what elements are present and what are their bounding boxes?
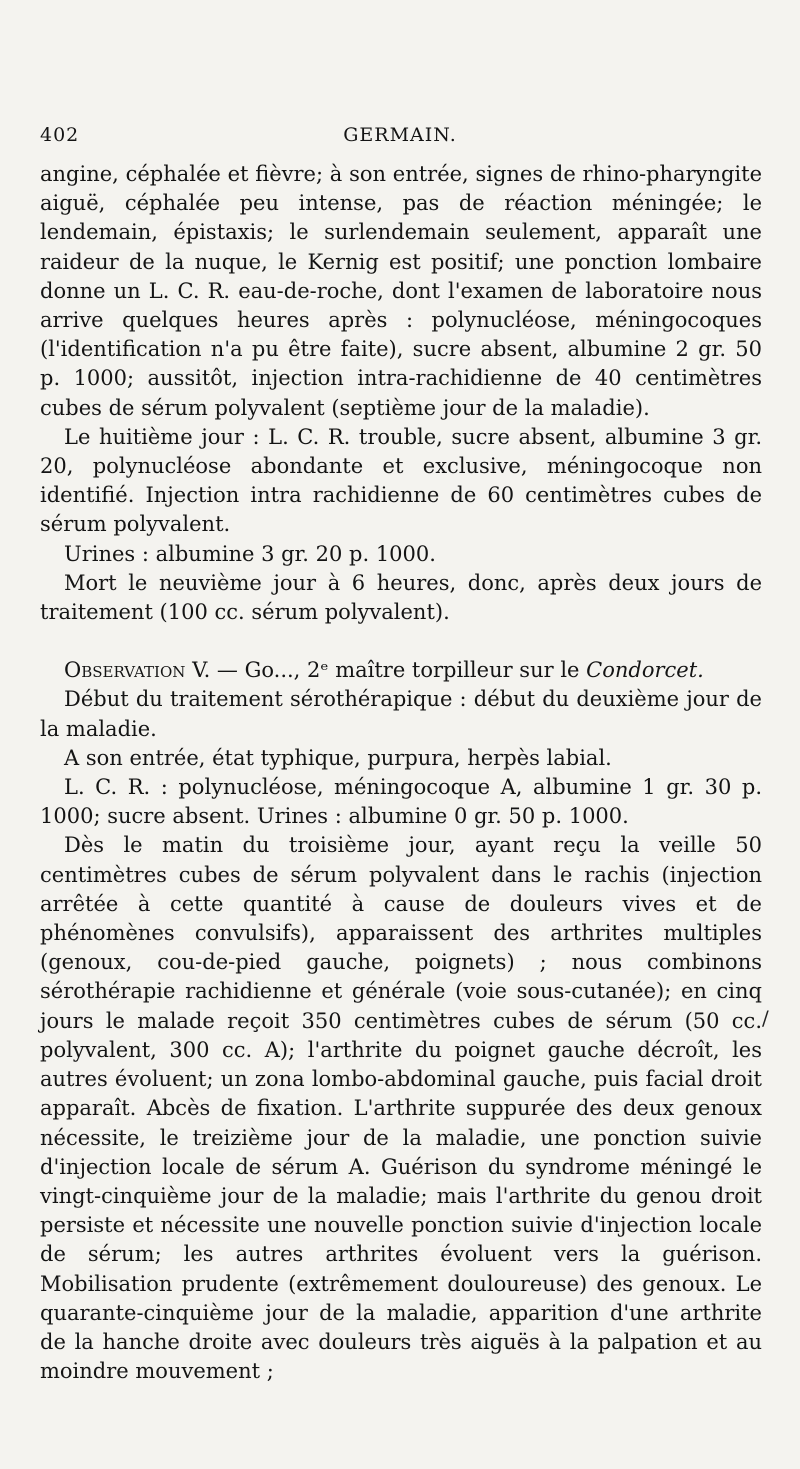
section-spacer xyxy=(40,627,762,656)
paragraph: L. C. R. : polynucléose, méningocoque A, albumine 1 gr. 30 p. 1000; sucre absent. Urines : albumine 0 gr. 50 p. 1000. xyxy=(40,775,762,829)
paragraph-continued: angine, céphalée et fièvre; à son entrée, signes de rhino-pharyngite aiguë, céphalée peu intense, pas de réaction méningée; le lendemain, épistaxis; le surlendemain seulement, apparaît une raideur de la nuque, le Kernig est positif; une ponction lombaire donne un L. C. R. eau-de-roche, dont l'examen de laboratoire nous arrive quelques heures après : polynucléose, méningocoques (l'identification n'a pu être faite), sucre absent, albumine 2 gr. 50 p. 1000; aussitôt, injection intra-rachidienne de 40 centimètres cubes de sérum polyvalent (septième jour de la maladie). xyxy=(40,162,762,420)
paragraph: Dès le matin du troisième jour, ayant reçu la veille 50 centimètres cubes de sérum polyvalent dans le rachis (injection arrêtée à cette quantité à cause de douleurs vives et de phénomènes convulsifs), apparaissent des arthrites multiples (genoux, cou-de-pied gauche, poignets) ; nous combinons sérothérapie rachidienne et générale (voie sous-cutanée); en cinq jours le malade reçoit 350 centimètres cubes de sérum (50 cc. polyvalent, 300 cc. A); l'arthrite du poignet gauche décroît, les autres évoluent; un zona lombo-abdominal gauche, puis facial droit apparaît. Abcès de fixation. L'arthrite suppurée des deux genoux nécessite, le treizième jour de la maladie, une ponction suivie d'injection locale de sérum A. Guérison du syndrome méningé le vingt-cinquième jour de la maladie; mais l'arthrite du genou droit persiste et nécessite une nouvelle ponction suivie d'injection locale de sérum; les autres arthrites évoluent vers la guérison. Mobilisation prudente (extrêmement douloureuse) des genoux. Le quarante-cinquième jour de la maladie, apparition d'une arthrite de la hanche droite avec douleurs très aiguës à la palpation et au moindre mouvement ; xyxy=(40,833,762,1384)
page-body xyxy=(40,160,762,1386)
observation-label: Observation V. xyxy=(64,658,211,683)
page-header xyxy=(40,124,760,154)
running-title: GERMAIN. xyxy=(343,124,457,146)
observation-heading-text: — Go..., 2ᵉ maître torpilleur sur le xyxy=(210,658,587,683)
paragraph: A son entrée, état typhique, purpura, herpès labial. xyxy=(64,745,612,770)
paragraph: Mort le neuvième jour à 6 heures, donc, après deux jours de traitement (100 cc. sérum polyvalent). xyxy=(40,570,762,625)
ship-name: Condorcet. xyxy=(586,658,704,683)
margin-mark: / xyxy=(762,1006,769,1030)
page-number: 402 xyxy=(40,124,80,146)
paragraph: Début du traitement sérothérapique : début du deuxième jour de la maladie. xyxy=(40,687,762,741)
paragraph: Le huitième jour : L. C. R. trouble, sucre absent, albumine 3 gr. 20, polynucléose abondante et exclusive, méningocoque non identifié. Injection intra rachidienne de 60 centimètres cubes de sérum polyvalent. xyxy=(40,424,762,537)
observation-heading xyxy=(40,656,762,685)
paragraph: Urines : albumine 3 gr. 20 p. 1000. xyxy=(64,541,436,566)
